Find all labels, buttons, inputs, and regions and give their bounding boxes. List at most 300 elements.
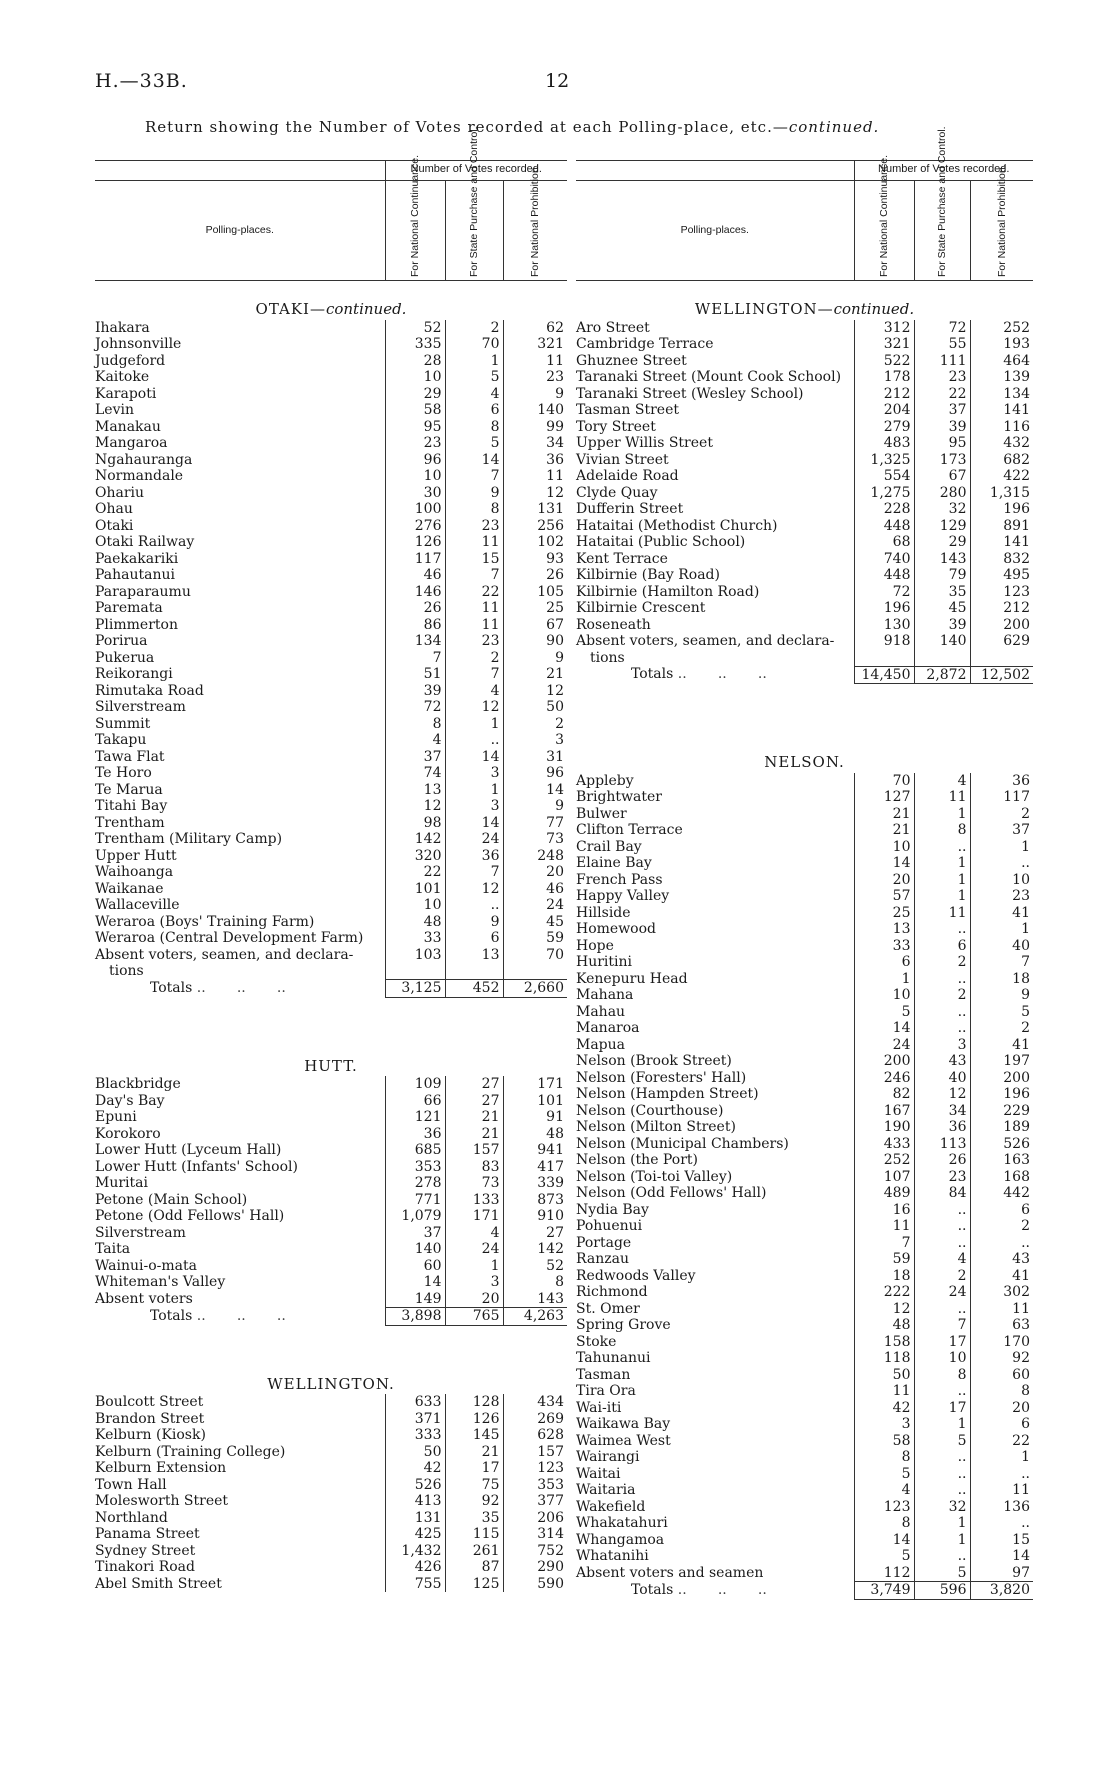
table-row	[95, 468, 567, 485]
table-row	[95, 914, 567, 931]
table-row	[95, 1208, 567, 1225]
national-prohibition-votes: 193	[1003, 336, 1030, 352]
table-row	[95, 518, 567, 535]
national-prohibition-votes: 353	[537, 1476, 564, 1493]
national-continuance-votes: 123	[854, 1499, 914, 1516]
state-purchase-votes: 11	[914, 789, 970, 806]
table-row	[576, 1284, 1033, 1301]
polling-place-name: Tawa Flat	[95, 749, 385, 766]
table-row	[95, 848, 567, 865]
state-purchase-votes: 8	[445, 501, 503, 518]
national-continuance-votes: 8	[854, 1515, 914, 1532]
national-continuance-votes: 1,432	[385, 1543, 445, 1560]
national-continuance-votes: 448	[854, 567, 914, 584]
table-row	[95, 683, 567, 700]
state-purchase-votes: 8	[445, 419, 503, 436]
national-continuance-votes: 21	[854, 822, 914, 839]
table-row	[95, 864, 567, 881]
table-row	[95, 815, 567, 832]
polling-place-name: Upper Willis Street	[576, 435, 854, 452]
polling-place-name: Homewood	[576, 921, 854, 938]
title-main: Return showing the Number of Votes recorded at each Polling-place, etc.—	[145, 118, 789, 136]
national-prohibition-votes: 1	[1021, 838, 1030, 855]
national-continuance-votes: 134	[385, 633, 445, 650]
polling-place-name: Town Hall	[95, 1477, 385, 1494]
national-prohibition-votes: 170	[1003, 1333, 1030, 1350]
left-header	[95, 126, 567, 281]
table-row	[576, 1466, 1033, 1483]
national-prohibition-votes: 105	[537, 583, 564, 600]
state-purchase-votes: 21	[445, 1126, 503, 1143]
polling-place-name: Elaine Bay	[576, 855, 854, 872]
national-continuance-votes: 4	[385, 732, 445, 749]
state-purchase-votes: 35	[914, 584, 970, 601]
national-prohibition-votes: 526	[1003, 1135, 1030, 1152]
table-row	[576, 1367, 1033, 1384]
polling-place-name: Richmond	[576, 1284, 854, 1301]
state-purchase-votes: ..	[914, 1202, 970, 1219]
national-prohibition-votes: ..	[1021, 1234, 1030, 1251]
national-continuance-votes: 13	[854, 921, 914, 938]
state-purchase-votes: 23	[914, 369, 970, 386]
national-continuance-votes: 16	[854, 1202, 914, 1219]
national-prohibition-votes: 434	[537, 1394, 564, 1410]
national-continuance-votes: 112	[854, 1565, 914, 1582]
national-prohibition-votes: 252	[1003, 319, 1030, 336]
national-continuance-votes: 37	[385, 749, 445, 766]
table-row	[576, 921, 1033, 938]
national-prohibition-votes: 131	[537, 501, 564, 517]
state-purchase-votes: ..	[914, 1449, 970, 1466]
table-row	[95, 1258, 567, 1275]
national-continuance-votes: 48	[385, 914, 445, 931]
state-purchase-votes: 35	[445, 1510, 503, 1527]
national-prohibition-votes: 41	[1012, 1267, 1030, 1284]
polling-place-name: Nelson (Municipal Chambers)	[576, 1136, 854, 1153]
table-row	[576, 1350, 1033, 1367]
state-purchase-votes: 26	[914, 1152, 970, 1169]
national-prohibition-votes: 123	[537, 1460, 564, 1476]
national-continuance-votes: 58	[854, 1433, 914, 1450]
state-purchase-votes: 27	[445, 1093, 503, 1110]
state-purchase-votes: 1	[914, 1416, 970, 1433]
national-continuance-votes: 13	[385, 782, 445, 799]
national-continuance-votes: 10	[854, 839, 914, 856]
state-purchase-votes: 1	[914, 1515, 970, 1532]
table-row	[95, 947, 567, 964]
national-prohibition-votes: 123	[1003, 583, 1030, 600]
table-row	[95, 534, 567, 551]
national-prohibition-votes: 11	[546, 468, 564, 484]
national-prohibition-votes: 10	[1012, 871, 1030, 888]
polling-place-name: Abel Smith Street	[95, 1576, 385, 1593]
table-row	[95, 584, 567, 601]
state-purchase-votes: 6	[445, 930, 503, 947]
state-purchase-votes: 128	[445, 1394, 503, 1411]
polling-place-name: Ohariu	[95, 485, 385, 502]
table-row	[95, 353, 567, 370]
national-continuance-votes: 312	[854, 320, 914, 337]
national-continuance-votes: 36	[385, 1126, 445, 1143]
right-table	[576, 126, 1033, 1600]
table-row	[95, 650, 567, 667]
national-prohibition-votes: 196	[1003, 1086, 1030, 1102]
table-row	[95, 1493, 567, 1510]
polling-place-name: Karapoti	[95, 386, 385, 403]
national-continuance-votes: 28	[385, 353, 445, 370]
polling-place-name: Summit	[95, 716, 385, 733]
national-continuance-votes: 10	[854, 987, 914, 1004]
national-prohibition-votes: 52	[546, 1257, 564, 1274]
national-prohibition-votes: 101	[537, 1092, 564, 1109]
polling-place-name: Northland	[95, 1510, 385, 1527]
state-purchase-votes: 32	[914, 1499, 970, 1516]
national-continuance-votes: 12	[385, 798, 445, 815]
national-prohibition-votes: 1	[1021, 921, 1030, 937]
table-row	[95, 1142, 567, 1159]
table-row	[576, 971, 1033, 988]
national-continuance-votes: 6	[854, 954, 914, 971]
national-continuance-votes: 50	[385, 1444, 445, 1461]
polling-place-name: Redwoods Valley	[576, 1268, 854, 1285]
table-row	[576, 336, 1033, 353]
polling-place-name: Wairangi	[576, 1449, 854, 1466]
national-prohibition-votes: 168	[1003, 1168, 1030, 1185]
polling-place-name: Vivian Street	[576, 452, 854, 469]
national-continuance-votes: 5	[854, 1004, 914, 1021]
table-row	[576, 872, 1033, 889]
national-prohibition-votes: 97	[1012, 1564, 1030, 1581]
polling-place-name: Absent voters	[95, 1291, 385, 1308]
national-continuance-votes: 554	[854, 468, 914, 485]
national-continuance-votes: 228	[854, 501, 914, 518]
national-continuance-votes: 425	[385, 1526, 445, 1543]
national-continuance-votes: 86	[385, 617, 445, 634]
totals-row: Totals .. .. .. 3,898 765 4,263	[95, 1308, 567, 1326]
table-row	[95, 369, 567, 386]
table-row	[576, 320, 1033, 337]
national-continuance-votes: 333	[385, 1427, 445, 1444]
table-row	[95, 452, 567, 469]
table-row	[576, 551, 1033, 568]
state-purchase-votes: 23	[445, 633, 503, 650]
section-title: NELSON.	[764, 753, 845, 771]
national-prohibition-votes: 20	[546, 864, 564, 880]
national-prohibition-votes: 50	[546, 699, 564, 715]
state-purchase-votes: 17	[914, 1334, 970, 1351]
national-continuance-votes: 526	[385, 1477, 445, 1494]
national-prohibition-votes: 590	[537, 1575, 564, 1592]
national-continuance-votes: 633	[385, 1394, 445, 1411]
polling-place-name: Kelburn (Training College)	[95, 1444, 385, 1461]
polling-place-name: Levin	[95, 402, 385, 419]
table-row	[576, 954, 1033, 971]
state-purchase-votes: 34	[914, 1103, 970, 1120]
state-purchase-votes: 40	[914, 1070, 970, 1087]
national-continuance-votes: 74	[385, 765, 445, 782]
state-purchase-votes: 7	[445, 468, 503, 485]
table-row	[95, 1274, 567, 1291]
table-row	[576, 839, 1033, 856]
national-continuance-votes: 11	[854, 1383, 914, 1400]
table-row	[576, 1416, 1033, 1433]
table-row	[576, 1020, 1033, 1037]
national-prohibition-votes: 67	[546, 616, 564, 633]
national-prohibition-votes: 40	[1012, 937, 1030, 954]
state-purchase-votes: 4	[445, 386, 503, 403]
national-prohibition-votes: 495	[1003, 567, 1030, 583]
state-purchase-votes: 8	[914, 1367, 970, 1384]
header-group: Number of Votes recorded.	[854, 161, 1033, 181]
national-prohibition-votes: 9	[555, 649, 564, 666]
table-row	[576, 1070, 1033, 1087]
state-purchase-votes: 4	[445, 1225, 503, 1242]
national-continuance-votes: 60	[385, 1258, 445, 1275]
table-row	[95, 1126, 567, 1143]
national-prohibition-votes: 200	[1003, 1069, 1030, 1086]
polling-place-name: Lower Hutt (Lyceum Hall)	[95, 1142, 385, 1159]
section-title: HUTT.	[304, 1056, 358, 1075]
national-continuance-votes: 42	[854, 1400, 914, 1417]
table-row	[95, 666, 567, 683]
national-continuance-votes: 50	[854, 1367, 914, 1384]
national-prohibition-votes: 63	[1012, 1317, 1030, 1333]
national-continuance-votes: 371	[385, 1411, 445, 1428]
national-prohibition-votes: 206	[537, 1509, 564, 1526]
national-continuance-votes: 11	[854, 1218, 914, 1235]
national-prohibition-votes: 90	[546, 633, 564, 649]
polling-place-name: Panama Street	[95, 1526, 385, 1543]
national-prohibition-votes: 752	[537, 1542, 564, 1559]
national-continuance-votes: 100	[385, 501, 445, 518]
table-row	[95, 1526, 567, 1543]
table-row	[576, 402, 1033, 419]
state-purchase-votes: 43	[914, 1053, 970, 1070]
table-row	[576, 485, 1033, 502]
national-continuance-votes: 20	[854, 872, 914, 889]
totals-row: Totals .. .. .. 14,450 2,872 12,502	[576, 666, 1033, 684]
national-prohibition-votes: 157	[537, 1443, 564, 1460]
state-purchase-votes: ..	[914, 1235, 970, 1252]
table-row	[576, 419, 1033, 436]
national-continuance-votes: 30	[385, 485, 445, 502]
polling-place-name: Pohuenui	[576, 1218, 854, 1235]
table-row	[95, 1109, 567, 1126]
national-continuance-votes: 196	[854, 600, 914, 617]
polling-place-name: Te Marua	[95, 782, 385, 799]
polling-place-name: Tasman	[576, 1367, 854, 1384]
polling-place-name: Molesworth Street	[95, 1493, 385, 1510]
polling-place-name: Clifton Terrace	[576, 822, 854, 839]
header-state-purchase: For State Purchase and Control.	[468, 126, 480, 277]
state-purchase-votes: 36	[445, 848, 503, 865]
table-row	[95, 1543, 567, 1560]
polling-place-name: Trentham (Military Camp)	[95, 831, 385, 848]
state-purchase-votes: 12	[445, 699, 503, 716]
table-row	[576, 1334, 1033, 1351]
table-row	[95, 699, 567, 716]
national-continuance-votes: 10	[385, 369, 445, 386]
national-continuance-votes: 33	[385, 930, 445, 947]
state-purchase-votes: 45	[914, 600, 970, 617]
national-prohibition-votes: 11	[1012, 1482, 1030, 1498]
table-row	[95, 897, 567, 914]
national-continuance-votes: 685	[385, 1142, 445, 1159]
state-purchase-votes: ..	[914, 921, 970, 938]
table-row	[95, 402, 567, 419]
table-row	[95, 501, 567, 518]
table-row	[576, 1218, 1033, 1235]
national-prohibition-votes: 37	[1012, 822, 1030, 838]
table-row	[95, 1241, 567, 1258]
header-places: Polling-places.	[95, 181, 385, 281]
state-purchase-votes: 2	[914, 1268, 970, 1285]
polling-place-name: Sydney Street	[95, 1543, 385, 1560]
national-prohibition-votes: 142	[537, 1241, 564, 1257]
national-continuance-votes: 413	[385, 1493, 445, 1510]
national-continuance-votes: 66	[385, 1093, 445, 1110]
table-row	[576, 1499, 1033, 1516]
state-purchase-votes: 9	[445, 914, 503, 931]
national-continuance-votes: 740	[854, 551, 914, 568]
table-row	[576, 1449, 1033, 1466]
national-prohibition-votes: 256	[537, 517, 564, 534]
table-row	[95, 419, 567, 436]
state-purchase-votes: 7	[445, 864, 503, 881]
polling-place-name: Rimutaka Road	[95, 683, 385, 700]
state-purchase-votes: 173	[914, 452, 970, 469]
national-prohibition-votes: 197	[1003, 1053, 1030, 1069]
national-prohibition-votes: 99	[546, 418, 564, 435]
polling-place-name: Kenepuru Head	[576, 971, 854, 988]
polling-place-name: Nelson (the Port)	[576, 1152, 854, 1169]
header-state-purchase: For State Purchase and Control.	[936, 126, 948, 277]
state-purchase-votes: 140	[914, 633, 970, 650]
national-prohibition-votes: 36	[546, 451, 564, 468]
table-row	[95, 1460, 567, 1477]
national-continuance-votes: 103	[385, 947, 445, 964]
national-continuance-votes: 82	[854, 1086, 914, 1103]
polling-place-name: Waikanae	[95, 881, 385, 898]
national-continuance-votes: 22	[385, 864, 445, 881]
polling-place-name: Reikorangi	[95, 666, 385, 683]
polling-place-name: Day's Bay	[95, 1093, 385, 1110]
table-row	[95, 930, 567, 947]
national-continuance-votes: 14	[854, 855, 914, 872]
polling-place-name: Happy Valley	[576, 888, 854, 905]
state-purchase-votes: 1	[445, 1258, 503, 1275]
state-purchase-votes: 261	[445, 1543, 503, 1560]
national-continuance-votes: 23	[385, 435, 445, 452]
header-national-prohibition: For National Prohibition.	[529, 164, 542, 277]
totals-row: Totals .. .. .. 3,125 452 2,660	[95, 980, 567, 998]
polling-place-name: Tahunanui	[576, 1350, 854, 1367]
table-row	[576, 1103, 1033, 1120]
table-row	[95, 617, 567, 634]
national-continuance-votes: 142	[385, 831, 445, 848]
national-prohibition-votes: 36	[1012, 772, 1030, 789]
polling-place-name: Takapu	[95, 732, 385, 749]
national-prohibition-votes: 12	[546, 682, 564, 699]
state-purchase-votes: 5	[445, 369, 503, 386]
national-prohibition-votes: 11	[1012, 1300, 1030, 1317]
national-continuance-votes: 14	[854, 1532, 914, 1549]
polling-place-name: Blackbridge	[95, 1076, 385, 1093]
national-continuance-votes: 320	[385, 848, 445, 865]
polling-place-name: Ranzau	[576, 1251, 854, 1268]
state-purchase-votes: ..	[914, 839, 970, 856]
national-prohibition-votes: 96	[546, 765, 564, 781]
table-row	[576, 386, 1033, 403]
table-row	[95, 1291, 567, 1308]
national-prohibition-votes: 26	[546, 567, 564, 583]
state-purchase-votes: 12	[445, 881, 503, 898]
national-prohibition-votes: 12	[546, 484, 564, 501]
title-continued: continued.	[788, 118, 880, 136]
national-prohibition-votes: 45	[546, 913, 564, 930]
national-continuance-votes: 489	[854, 1185, 914, 1202]
state-purchase-votes: ..	[914, 1020, 970, 1037]
table-row	[576, 905, 1033, 922]
table-row	[95, 1175, 567, 1192]
national-continuance-votes: 107	[854, 1169, 914, 1186]
polling-place-name: Adelaide Road	[576, 468, 854, 485]
state-purchase-votes: 6	[445, 402, 503, 419]
state-purchase-votes: 21	[445, 1444, 503, 1461]
state-purchase-votes: 133	[445, 1192, 503, 1209]
state-purchase-votes: 7	[445, 666, 503, 683]
state-purchase-votes: 37	[914, 402, 970, 419]
polling-place-name: Petone (Odd Fellows' Hall)	[95, 1208, 385, 1225]
polling-place-name: Waimea West	[576, 1433, 854, 1450]
national-prohibition-votes: 141	[1003, 534, 1030, 550]
polling-place-name: Normandale	[95, 468, 385, 485]
doc-reference: H.—33B.	[95, 70, 188, 92]
national-prohibition-votes: 9	[555, 385, 564, 402]
national-continuance-votes: 3	[854, 1416, 914, 1433]
national-prohibition-votes: 229	[1003, 1102, 1030, 1119]
national-continuance-votes: 121	[385, 1109, 445, 1126]
polling-place-name: Clyde Quay	[576, 485, 854, 502]
state-purchase-votes: 17	[445, 1460, 503, 1477]
table-row	[576, 468, 1033, 485]
national-continuance-votes: 190	[854, 1119, 914, 1136]
polling-place-name: Otaki	[95, 518, 385, 535]
national-continuance-votes: 1,275	[854, 485, 914, 502]
polling-place-name: Absent voters, seamen, and declara-	[95, 947, 385, 964]
state-purchase-votes: 24	[914, 1284, 970, 1301]
state-purchase-votes: 1	[914, 806, 970, 823]
national-prohibition-votes: 7	[1021, 954, 1030, 970]
polling-place-name: Petone (Main School)	[95, 1192, 385, 1209]
table-row	[95, 1159, 567, 1176]
header-places: Polling-places.	[576, 181, 854, 281]
national-prohibition-votes: 34	[546, 435, 564, 451]
national-continuance-votes: 70	[854, 773, 914, 790]
polling-place-name: Hope	[576, 938, 854, 955]
polling-place-name: Waikawa Bay	[576, 1416, 854, 1433]
national-prohibition-votes: 59	[546, 930, 564, 946]
state-purchase-votes: 11	[445, 534, 503, 551]
state-purchase-votes: 2	[445, 320, 503, 337]
table-row	[576, 1202, 1033, 1219]
polling-place-name: Nelson (Odd Fellows' Hall)	[576, 1185, 854, 1202]
national-continuance-votes: 279	[854, 419, 914, 436]
table-row	[576, 600, 1033, 617]
national-prohibition-votes: 196	[1003, 501, 1030, 517]
polling-place-name: Whangamoa	[576, 1532, 854, 1549]
state-purchase-votes: 14	[445, 749, 503, 766]
